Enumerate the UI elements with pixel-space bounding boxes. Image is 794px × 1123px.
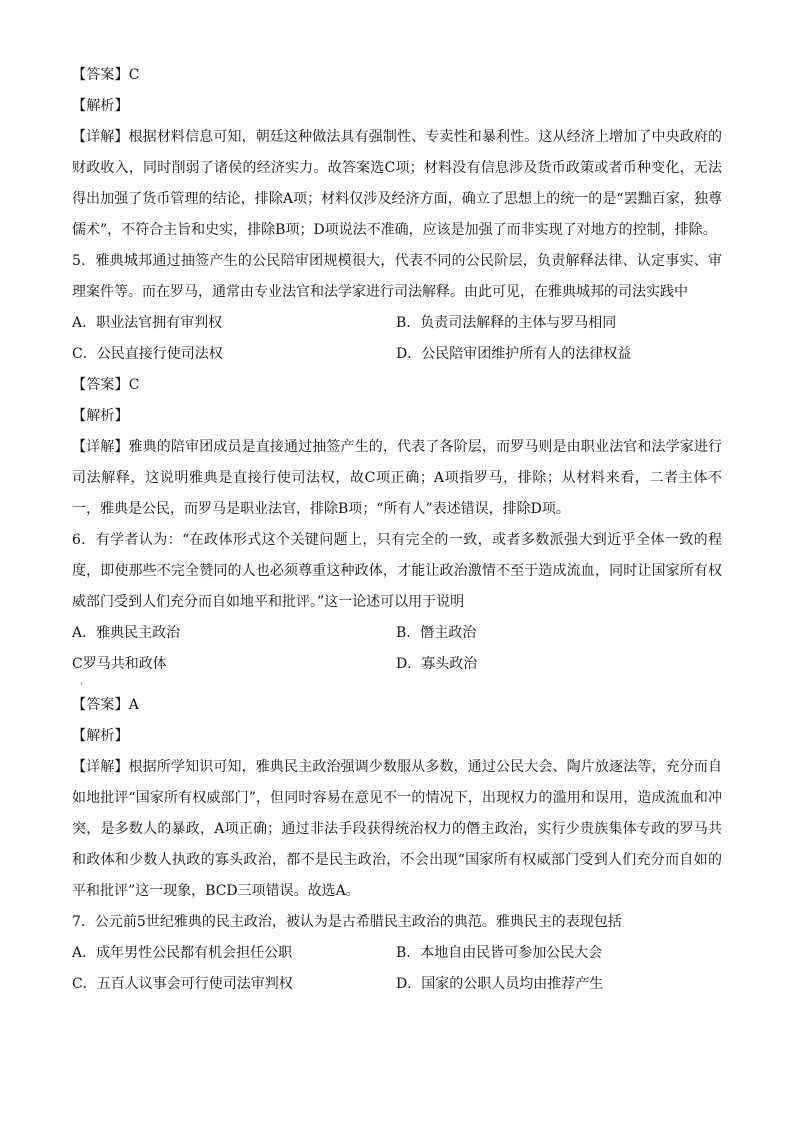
question-5-stem: 5．雅典城邦通过抽签产生的公民陪审团规模很大，代表不同的公民阶层，负责解释法律、认定事实、审理案件等。而在罗马，通常由专业法官和法学家进行司法解释。由此可见，在雅典城邦的司法实践中 <box>72 253 722 300</box>
option-b: B．僭主政治 <box>396 625 477 641</box>
detailed-explanation: 【详解】根据所学知识可知，雅典民主政治强调少数服从多数，通过公民大会、陶片放逐法等，充分而自如地批评“国家所有权威部门”，但同时容易在意见不一的情况下，出现权力的滥用和误用，造成流血和冲突，是多数人的暴政，A项正确；通过非法手段获得统治权力的僭主政治，实行少贵族集体专政的罗马共和政体和少数人执政的寡头政治，都不是民主政治，不会出现“国家所有权威部门受到人们充分而自如的平和批评”这一现象，BCD三项错误。故选A。 <box>72 759 722 899</box>
option-c: C罗马共和政体 <box>72 656 167 672</box>
analysis-label: 【解析】 <box>72 728 129 744</box>
detailed-explanation: 【详解】根据材料信息可知，朝廷这种做法具有强制性、专卖性和暴利性。这从经济上增加了中央政府的财政收入，同时削弱了诸侯的经济实力。故答案选C项；材料没有信息涉及货币政策或者币种变化，无法得出加强了货币管理的结论，排除A项；材料仅涉及经济方面，确立了思想上的统一的是“罢黜百家，独尊儒术”，不符合主旨和史实，排除B项；D项说法不准确，应该是加强了而非实现了对地方的控制，排除。 <box>72 129 722 238</box>
option-a: A．成年男性公民都有机会担任公职 <box>72 945 293 961</box>
answer-label: 【答案】C <box>72 377 140 393</box>
option-d: D．寡头政治 <box>396 656 478 672</box>
option-d: D．公民陪审团维护所有人的法律权益 <box>396 346 632 362</box>
analysis-label: 【解析】 <box>72 98 129 114</box>
answer-label: 【答案】C <box>72 67 140 83</box>
analysis-label: 【解析】 <box>72 408 129 424</box>
question-6-options <box>72 618 722 680</box>
question-5-options <box>72 308 722 370</box>
option-a: A．职业法官拥有审判权 <box>72 315 223 331</box>
option-c: C．公民直接行使司法权 <box>72 346 223 362</box>
answer-label: 【答案】A <box>72 697 140 713</box>
option-a: A．雅典民主政治 <box>72 625 181 641</box>
question-7-options <box>72 938 722 1000</box>
detailed-explanation: 【详解】雅典的陪审团成员是直接通过抽签产生的，代表了各阶层，而罗马则是由职业法官和法学家进行司法解释，这说明雅典是直接行使司法权，故C项正确；A项指罗马，排除；从材料来看，二者主体不一，雅典是公民，而罗马是职业法官，排除B项；“所有人”表述错误，排除D项。 <box>72 439 722 517</box>
option-c: C．五百人议事会可行使司法审判权 <box>72 976 293 992</box>
question-6-stem: 6．有学者认为：“在政体形式这个关键问题上，只有完全的一致，或者多数派强大到近乎全体一致的程度，即使那些不完全赞同的人也必须尊重这种政体，才能让政治激情不至于造成流血，同时让国家所有权威部门受到人们充分而自如地平和批评。”这一论述可以用于说明 <box>72 532 722 610</box>
option-b: B．本地自由民皆可参加公民大会 <box>396 945 603 961</box>
option-b: B．负责司法解释的主体与罗马相同 <box>396 315 617 331</box>
document-page <box>72 60 722 1000</box>
question-7-stem: 7．公元前5世纪雅典的民主政治，被认为是古希腊民主政治的典范。雅典民主的表现包括 <box>72 914 622 930</box>
option-d: D．国家的公职人员均由推荐产生 <box>396 976 604 992</box>
stray-mark: · <box>80 679 84 690</box>
